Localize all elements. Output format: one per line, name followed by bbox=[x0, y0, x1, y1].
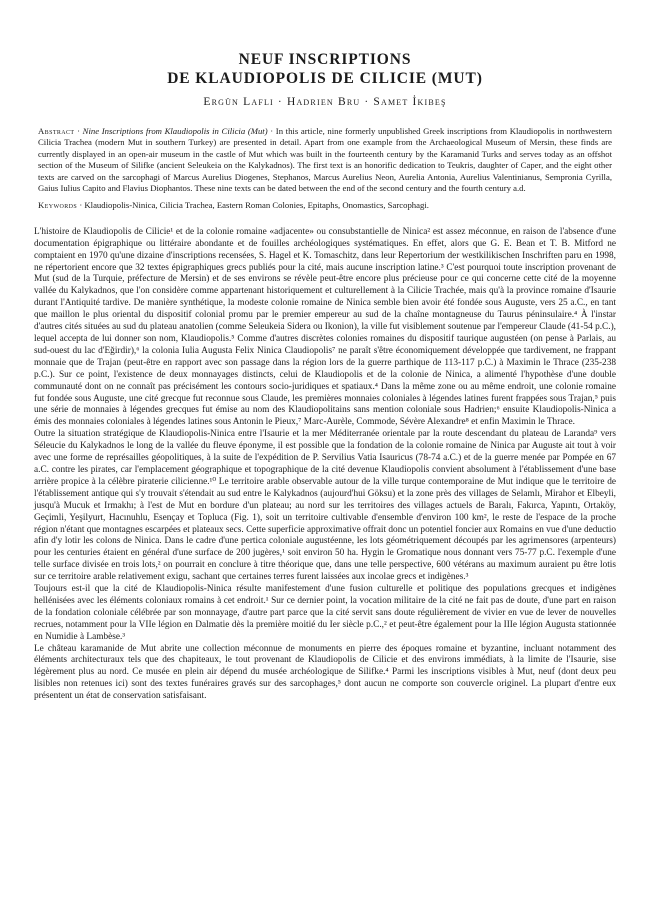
keywords: Keywords · Klaudiopolis-Ninica, Cilicia Trachea, Eastern Roman Colonies, Epitaphs, Onomastics, Sarcophagi. bbox=[38, 200, 429, 211]
abstract-text: In this article, nine formerly unpublished Greek inscriptions from Klaudiopolis in northwestern Cilicia Trachea (modern Mut in southern Turkey) are presented in detail. Apart from one example from the Archaeological Museum of Mersin, these finds are currently displayed in an open-air museum in the castle of Mut which was built in the fourteenth century by the Karamanid Turks and serves today as an offshot section of the Museum of Silifke (ancient Seleukeia on the Kalykadnos). The first text is an honorific dedication to Teukris, daughter of Caper, and the eight other texts are carved on the sarcophagi of Marcus Aurelius Diogenes, Stephanos, Marcus Aurelius Neon, Aurelia Antonia, Aurelius Valentinianus, Sempronia Cyrilla, Gaius Iulius Capito and Flavius Diophantos. These nine texts can be dated between the end of the second century and the fourth century a.d. bbox=[38, 126, 612, 194]
keywords-text: Klaudiopolis-Ninica, Cilicia Trachea, Eastern Roman Colonies, Epitaphs, Onomastics, Sarcophagi. bbox=[84, 200, 429, 211]
author-separator: · bbox=[277, 96, 283, 108]
title-line-1: NEUF INSCRIPTIONS bbox=[238, 51, 412, 68]
author-name: Ergün Lafli bbox=[203, 96, 274, 108]
article-title bbox=[34, 50, 616, 88]
article-body bbox=[34, 227, 616, 703]
body-paragraph: Le château karamanide de Mut abrite une collection méconnue de monuments en pierre des époques romaine et byzantine, incluant notamment des éléments architecturaux tels que des chapiteaux, le tout provenant de Klaudiopolis de Cilicie et des environs immédiats, à la limite de l'Isaurie, sise légèrement plus au nord. Ce musée en plein air dépend du musée archéologique de Silifke.⁴ Parmi les inscriptions visibles à Mut, neuf (dont deux peu lisibles non retenues ici) sont des textes funéraires gravés sur des sarcophages,⁵ dont aucun ne comporte son couvercle originel. La plupart d'entre eux présentent un état de conservation satisfaisant. bbox=[34, 643, 616, 702]
body-paragraph: L'histoire de Klaudiopolis de Cilicie¹ et de la colonie romaine «adjacente» ou consubstantielle de Ninica² est assez méconnue, en raison de l'absence d'une documentation épigraphique ou littéraire abondante et de fouilles archéologiques systématiques. En effet, alors que G. E. Bean et T. B. Mitford ne comptaient en 1970 qu'une dizaine d'inscriptions recensées, S. Hagel et K. Tomaschitz, dans leur Repertorium der westkilikischen Inschriften paru en 1998, ne répertorient encore que 32 textes épigraphiques grecs publiés pour la cité, mais aucune inscription latine.³ C'est pourquoi toute inscription provenant de Mut (sud de la Turquie, préfecture de Mersin) et de ses environs se révèle peut-être encore plus précieuse pour ce qui concerne cette cité de la moyenne vallée du Kalykadnos, que l'on considère comme appartenant historiquement et culturellement à la Cilicie Trachée, mais qu'à la province romaine d'Isaurie durant l'Antiquité tardive. De manière synthétique, la modeste colonie romaine de Ninica semble bien avoir été fondée sous Auguste, vers 25 a.C., en tant que maillon le plus oriental du dispositif colonial promu par le premier empereur au sud de la chaîne montagneuse du Taurus péninsulaire.⁴ À l'instar d'autres cités situées au sud du plateau anatolien (comme Seleukeia Sidera ou Ikonion), la ville fut visiblement soutenue par l'empereur Claude (41-54 p.C.), lequel accepta de lui donner son nom, Klaudiopolis.⁵ Comme d'autres discrètes colonies romaines du dispositif taurique augustéen (on pense à Parlais, au sud-ouest du lac d'Eğirdir),⁶ la colonia Iulia Augusta Felix Ninica Claudiopolis⁷ ne paraît s'être économiquement développée que tardivement, ne frappant monnaie que de Trajan (peut-être en rapport avec son passage dans la région lors de la guerre parthique de 113-117 p.C.) à Maximin le Thrace (235-238 p.C.). Sur ce point, l'existence de deux monnayages distincts, celui de Klaudiopolis et de la colonie de Ninica, a alimenté l'hypothèse d'une double communauté dont on ne connaît pas précisément les contours socio-juridiques et spatiaux.⁴ Dans la même zone ou au même endroit, une colonie romaine fut fondée sous Auguste, une cité grecque fut reconnue sous Claude, les premières monnaies coloniales à légendes latines furent frappées sous Trajan,⁵ puis une série de monnaies à légendes grecques fut émise au nom des Klaudiopolitains sans mention coloniale sous Hadrien;⁶ ensuite Klaudiopolis-Ninica a émis des monnaies coloniales à légendes latines sous Antonin le Pieux,⁷ Marc-Aurèle, Commode, Sévère Alexandre⁸ et enfin Maximin le Thrace. bbox=[34, 226, 616, 428]
author-name: Samet İkibeş bbox=[373, 96, 447, 108]
abstract-title: Nine Inscriptions from Klaudiopolis in Cilicia (Mut) bbox=[82, 126, 268, 136]
author-separator: · bbox=[364, 96, 370, 108]
abstract: Abstract · Nine Inscriptions from Klaudiopolis in Cilicia (Mut) · In this article, nine formerly unpublished Greek inscriptions from Klaudiopolis in northwestern Cilicia Trachea (modern Mut in southern Turkey) are presented in detail. Apart from one example from the Archaeological Museum of Mersin, these finds are currently displayed in an open-air museum in the castle of Mut which was built in the fourteenth century by the Karamanid Turks and serves today as an offshot section of the Museum of Silifke (ancient Seleukeia on the Kalykadnos). The first text is an honorific dedication to Teukris, daughter of Caper, and the eight other texts are carved on the sarcophagi of Marcus Aurelius Diogenes, Stephanos, Marcus Aurelius Neon, Aurelia Antonia, Aurelius Valentinianus, Sempronia Cyrilla, Gaius Iulius Capito and Flavius Diophantos. These nine texts can be dated between the end of the second century and the fourth century a.d. bbox=[38, 126, 612, 194]
author-list bbox=[34, 95, 616, 110]
keywords-label: Keywords bbox=[38, 200, 78, 211]
author-name: Hadrien Bru bbox=[286, 96, 361, 108]
body-paragraph: Outre la situation stratégique de Klaudiopolis-Ninica entre l'Isaurie et la mer Méditerranée orientale par la route descendant du plateau de Laranda⁹ vers Séleucie du Kalykadnos le long de la vallée du fleuve éponyme, il est possible que la fondation de la colonie romaine de Ninica par Auguste ait tout à voir avec une forme de représailles géopolitiques, à la suite de l'expédition de P. Servilius Vatia Isauricus (78-74 a.C.) et de la guerre menée par Pompée en 67 a.C. contre les pirates, car l'emplacement géographique et topographique de la cité devenue Klaudiopolis convient absolument à l'établissement d'une base arrière propice à la célèbre piraterie cilicienne.¹⁰ Le territoire arable observable autour de la ville turque contemporaine de Mut indique que le territoire de l'établissement antique qui s'y trouvait s'étendait au sud entre le Kalykadnos (aujourd'hui Göksu) et la zone près des villages de Selamlı, Mirahor et Elbeyli, jusqu'à Mucuk et Irmakhı; à l'est de Mut en bordure d'un plateau; au nord sur les territoires des villages actuels de Baralı, Fakırca, Yapıntı, Ortaköy, Geçimli, Yeşilyurt, Hacınuhlu, Esençay et Topluca (Fig. 1), soit un territoire cultivable d'ensemble d'environ 100 km², le reste de l'espace de la proche région n'étant que montagnes escarpées et plateaux secs. Cette superficie approximative offrait donc un potentiel foncier aux Romains en vue d'une deductio afin d'y lotir les colons de Ninica. Dans le cadre d'une pertica coloniale augustéenne, les lots géométriquement découpés par les agrimensores (arpenteurs) pour les centuries étaient en général d'une surface de 200 jugères,¹ soit environ 50 ha. Hygin le Gromatique nous donnant vers 75-77 p.C. l'exemple d'une telle surface divisée en trois lots,² on pourrait en conclure à titre théorique que, dans une telle perspective, 600 vétérans au maximum auraient pu être lotis sur ce territoire arable relativement exigu, sachant que certaines terres furent laissées aux incolae grecs et indigènes.³ bbox=[34, 429, 616, 583]
article-page bbox=[34, 50, 616, 703]
body-paragraph: Toujours est-il que la cité de Klaudiopolis-Ninica résulte manifestement d'une fusion culturelle et politique des populations grecques et indigènes hellénisées avec les éléments coloniaux romains à cet endroit.¹ Sur ce dernier point, la vocation militaire de la cité ne fait pas de doute, d'une part en raison de la fondation coloniale célébrée par son monnayage, d'autre part parce que la cité servit sans doute régulièrement de vivier en vue de lever de nouvelles recrues, notamment pour la VIIe légion en Dalmatie dès la première moitié du Ier siècle p.C.,² et peut-être également pour la IIIe légion Augusta stationnée en Numidie à Lambèse.³ bbox=[34, 584, 616, 642]
abstract-label: Abstract bbox=[38, 126, 75, 136]
title-line-2: DE KLAUDIOPOLIS DE CILICIE (MUT) bbox=[167, 70, 483, 87]
